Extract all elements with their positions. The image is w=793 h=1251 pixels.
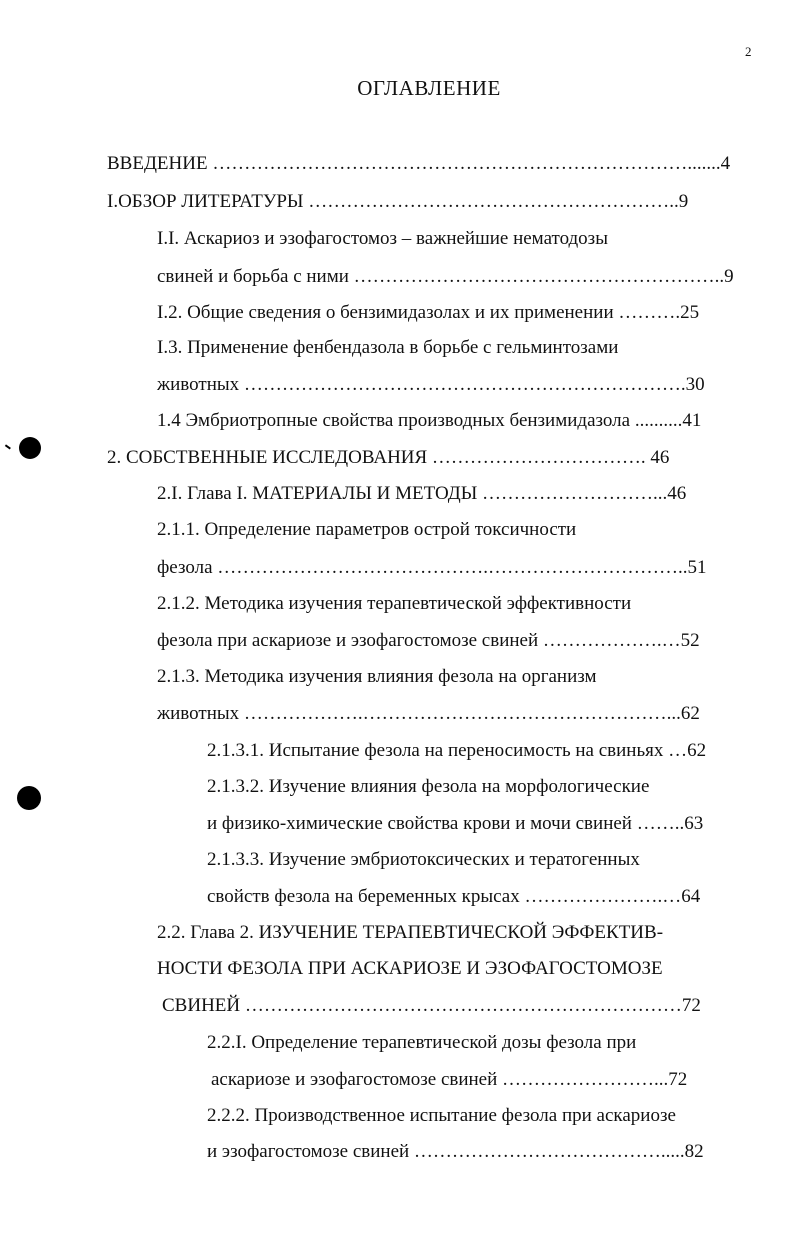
toc-entry: 2.2.2. Производственное испытание фезола при аскариозе — [207, 1105, 676, 1126]
toc-entry: и эзофагостомозе свиней ………………………………….....82 — [207, 1141, 704, 1162]
toc-entry: животных …………………………………………………………….30 — [157, 374, 705, 395]
page-number: 2 — [745, 44, 752, 59]
toc-entry: 2.2.I. Определение терапевтической дозы фезола при — [207, 1032, 637, 1053]
toc-entry: и физико-химические свойства крови и мочи свиней ……..63 — [207, 813, 704, 834]
toc-entry: 2. СОБСТВЕННЫЕ ИССЛЕДОВАНИЯ ……………………………. 46 — [107, 447, 670, 468]
toc-entry: 2.1.1. Определение параметров острой токсичности — [157, 519, 577, 540]
toc-entry: 2.2. Глава 2. ИЗУЧЕНИЕ ТЕРАПЕВТИЧЕСКОЙ ЭФФЕКТИВ- — [157, 922, 664, 943]
scan-mark — [5, 444, 11, 449]
toc-entry: I.ОБЗОР ЛИТЕРАТУРЫ …………………………………………………..9 — [107, 191, 689, 212]
punch-hole-dot — [17, 786, 41, 810]
toc-entry: 2.1.3.3. Изучение эмбриотоксических и тератогенных — [207, 849, 640, 870]
toc-entry: 2.1.3.2. Изучение влияния фезола на морфологические — [207, 776, 650, 797]
toc-entry: I.I. Аскариоз и эзофагостомоз – важнейшие нематодозы — [157, 228, 608, 249]
toc-entry: аскариозе и эзофагостомозе свиней ……………………...72 — [211, 1069, 688, 1090]
toc-entry: I.3. Применение фенбендазола в борьбе с гельминтозами — [157, 337, 619, 358]
toc-entry: ВВЕДЕНИЕ ………………………………………………………………….......4 — [107, 153, 731, 174]
toc-entry: свиней и борьба с ними …………………………………………………..9 — [157, 266, 734, 287]
toc-entry: 2.1.3. Методика изучения влияния фезола на организм — [157, 666, 597, 687]
toc-entry: I.2. Общие сведения о бензимидазолах и их применении ……….25 — [157, 302, 700, 323]
toc-entry: 1.4 Эмбриотропные свойства производных бензимидазола ..........41 — [157, 410, 702, 431]
toc-entry: свойств фезола на беременных крысах ………………….…64 — [207, 886, 701, 907]
toc-entry: СВИНЕЙ ……………………………………………………………72 — [162, 995, 701, 1016]
toc-entry: фезола при аскариозе и эзофагостомозе свиней ……………….…52 — [157, 630, 700, 651]
toc-entry: 2.I. Глава I. МАТЕРИАЛЫ И МЕТОДЫ ………………………...46 — [157, 483, 687, 504]
toc-entry: НОСТИ ФЕЗОЛА ПРИ АСКАРИОЗЕ И ЭЗОФАГОСТОМОЗЕ — [157, 958, 663, 979]
toc-entry: фезола …………………………………….…………………………..51 — [157, 557, 707, 578]
toc-entry: животных ……………….…………………………………………...62 — [157, 703, 700, 724]
toc-entry: 2.1.2. Методика изучения терапевтической эффективности — [157, 593, 632, 614]
page-title: ОГЛАВЛЕНИЕ — [357, 76, 501, 100]
punch-hole-dot — [19, 437, 41, 459]
toc-entry: 2.1.3.1. Испытание фезола на переносимость на свиньях …62 — [207, 740, 707, 761]
